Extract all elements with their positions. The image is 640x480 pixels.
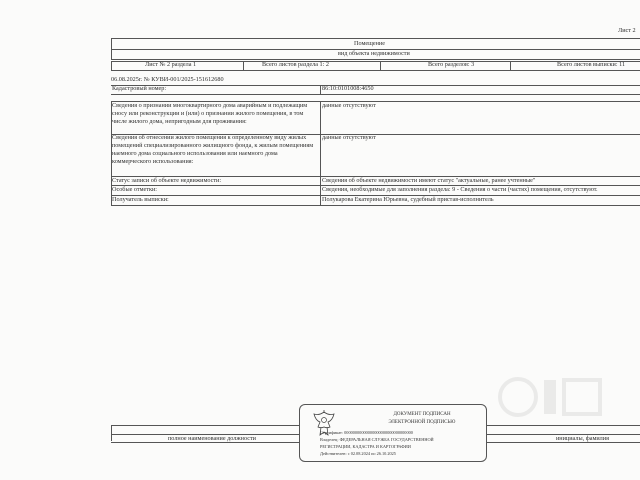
row-2-label: Сведения об отнесении жилого помещения к определенному виду жилых помещений специализированного жилищного фонда, к жилым помещениям наемного дома социального использования или наемного дома коммерческого использования: bbox=[112, 134, 314, 165]
rule-sheet-v1 bbox=[243, 61, 244, 70]
rule-footer-left bbox=[111, 425, 112, 441]
rule-sheet-v3 bbox=[510, 61, 511, 70]
row-5-value: Полукарова Екатерина Юрьевна, судебный пристав-исполнитель bbox=[322, 196, 494, 203]
rule-top bbox=[111, 38, 640, 39]
row-1-value: данные отсутствуют bbox=[322, 102, 376, 109]
row-2-value: данные отсутствуют bbox=[322, 134, 376, 141]
stamp-owner: Владелец: ФЕДЕРАЛЬНАЯ СЛУЖБА ГОСУДАРСТВЕННОЙ bbox=[320, 437, 434, 442]
footer-position-label: полное наименование должности bbox=[168, 435, 256, 442]
rule-sheet-bottom bbox=[111, 70, 640, 71]
stamp-owner-cont: РЕГИСТРАЦИИ, КАДАСТРА И КАРТОГРАФИИ bbox=[320, 444, 411, 449]
sheet-of-section: Лист № 2 раздела 1 bbox=[145, 61, 197, 68]
sections-total: Всего разделов: 3 bbox=[428, 61, 475, 68]
rule-row-5 bbox=[111, 205, 640, 206]
row-3-label: Статус записи об объекте недвижимости: bbox=[112, 177, 222, 184]
stamp-certificate: Сертификат: 00000000000000000000000000000000 bbox=[320, 430, 413, 435]
rule-subtitle bbox=[111, 59, 640, 60]
sheets-in-section: Всего листов раздела 1: 2 bbox=[262, 61, 329, 68]
row-3-value: Сведения об объекте недвижимости имеют статус "актуальные, ранее учтенные" bbox=[322, 177, 536, 184]
row-1-label: Сведения о признании многоквартирного дома аварийным и подлежащим сносу или реконструкции и (или) о признании жилого помещения, в том числе жилого дома, непригодным для проживания: bbox=[112, 102, 308, 125]
stamp-title-line1: ДОКУМЕНТ ПОДПИСАН bbox=[393, 412, 451, 417]
row-4-label: Особые отметки: bbox=[112, 186, 158, 193]
row-4-value: Сведения, необходимые для заполнения раздела: 9 - Сведения о части (частях) помещения, отсутствуют. bbox=[322, 186, 598, 193]
stamp-title-line2: ЭЛЕКТРОННОЙ ПОДПИСЬЮ bbox=[388, 420, 456, 425]
footer-name-label: инициалы, фамилия bbox=[556, 435, 609, 442]
watermark-graphic bbox=[498, 372, 608, 422]
page-label: Лист 2 bbox=[618, 27, 636, 34]
rule-cad-top bbox=[111, 85, 640, 86]
section-title: Помещение bbox=[354, 40, 385, 47]
rule-cad-bottom bbox=[111, 94, 640, 95]
rule-table-mid bbox=[320, 101, 321, 205]
rule-sheet-v0 bbox=[111, 61, 112, 70]
section-subtitle: вид объекта недвижимости bbox=[338, 50, 410, 57]
sheets-total: Всего листов выписки: 11 bbox=[557, 61, 626, 68]
cadastral-value: 86:10:0101008:4650 bbox=[322, 85, 374, 92]
e-signature-stamp bbox=[299, 404, 487, 462]
rule-sheet-v2 bbox=[380, 61, 381, 70]
stamp-title bbox=[372, 412, 472, 426]
row-5-label: Получатель выписки: bbox=[112, 196, 169, 203]
cadastral-label: Кадастровый номер: bbox=[112, 85, 167, 92]
rule-mid-cad bbox=[320, 85, 321, 94]
stamp-validity: Действителен: с 02.08.2024 по 26.10.2025 bbox=[320, 451, 396, 456]
record-date-number: 06.08.2025г. № КУВИ-001/2025-151612680 bbox=[111, 76, 224, 83]
